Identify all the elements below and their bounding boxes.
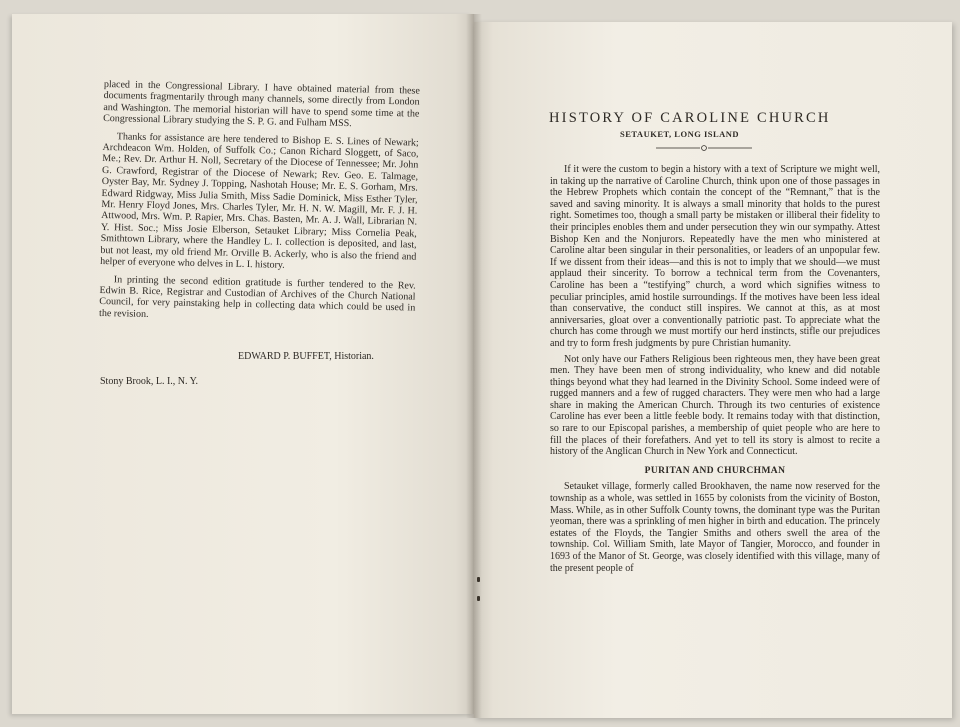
left-paragraph: In printing the second edition gratitude is further tendered to the Rev. Edwin B. Rice, Registrar and Custodian of Archives of the Church National Council, for very painstaking help in collecting data which could be used in the revision. [98, 273, 416, 320]
book-gutter [466, 14, 482, 718]
page-title: HISTORY OF CAROLINE CHURCH [549, 110, 831, 126]
right-page-body [550, 164, 880, 578]
right-paragraph: Not only have our Fathers Religious been righteous men, they have been great men. They have been men of strong individuality, who knew and did notable things beyond what they had learned in the Divinity School. Some indeed were of rugged manners and a few of rugged characters. They were men who had a large share in making the American Church. Through its two centuries of existence Caroline has ever been a little feeble body. It remains today with that distinction, so rare to our Episcopal parishes, a membership of quiet people who are here to fill the places of their forefathers. And yet to tell its story is almost to recite a history of the Anglican Church in New York and Connecticut. [550, 353, 880, 458]
right-paragraph: If it were the custom to begin a history with a text of Scripture we might well, in taking up the narrative of Caroline Church, think upon one of those passages in the Hebrew Prophets which contain the concept of the “Remnant,” that is the saved and saving minority. It is always a small minority that holds to the purest right. Sometimes too, though a small party be mistaken or illiberal their fidelity to their principles enobles them and under persecution they win our sympathy. Attest Bishop Ken and the Nonjurors. Repeatedly have the men who ministered at Caroline altar been singular in their personalities, or leaders of an unpopular few. If we dissent from their ideas—and this is not to imply that we should—we must applaud their sincerity. To borrow a technical term from the Covenanters, Caroline has been a “testifying” church, a word which signifies witness to peculiar principles, amid hostile surroundings. If the motives have been less ideal than conservative, the conduct still inspires. We cannot at this, as at most anniversaries, gloat over a conventionally patriotic past. To appreciate what the church has come through we must mortify our herd instincts, stifle our prejudices and try to form fresh judgments by pure Christian humanity. [550, 164, 880, 349]
page-subtitle: SETAUKET, LONG ISLAND [620, 129, 740, 139]
left-paragraph: Thanks for assistance are here tendered to Bishop E. S. Lines of Newark; Archdeacon Wm. Holden, of Suffolk Co.; Canon Richard Sloggett, of Saco, Me.; Rev. Dr. Arthur H. Noll, Secretary of the Diocese of Tennessee; Mr. John G. Crawford, Registrar of the Diocese of Newark; Rev. Geo. E. Talmage, Oyster Bay, Mr. Sydney J. Topping, Nashotah House; Mr. E. S. Gorham, Mrs. Edward Ridgway, Miss Julia Smith, Miss Sadie Dominick, Miss Esther Tyler, Mr. Henry Floyd Jones, Mrs. Charles Tyler, Mr. H. N. W. Magill, Mr. F. J. H. Attwood, Mrs. Wm. P. Rapier, Mrs. Chas. Basten, Mr. A. J. Wall, Librarian N. Y. Hist. Soc.; Miss Josie Elberson, Setauket Library; Miss Cornelia Peak, Smithtown Library, where the Handley L. I. collection is deposited, and last, but not least, my old friend Mr. Orville B. Ackerly, who is also the friend and helper of everyone who delves in L. I. history. [100, 130, 419, 271]
place-line: Stony Brook, L. I., N. Y. [100, 376, 199, 387]
right-paragraph: Setauket village, formerly called Brookhaven, the name now reserved for the township as a whole, was settled in 1655 by colonists from the vicinity of Boston, Mass. While, as in other Suffolk County towns, the dominant type was the Puritan yeoman, there was a sprinkling of men higher in birth and education. The princely estates of the Floyds, the Tangier Smiths and others swell the area of the township. Col. William Smith, late Mayor of Tangier, Morocco, and founder in 1693 of the Manor of St. George, was closely identified with this village, many of the present people of [550, 481, 880, 574]
left-page-body [99, 79, 420, 332]
staple-mark [477, 596, 480, 601]
left-paragraph: placed in the Congressional Library. I have obtained material from these documents fragmentarily through many channels, some directly from London and Washington. The memorial historian will have to spend some time at the Congressional Library studying the S. P. G. and Fulham MSS. [103, 79, 420, 130]
signature-line: EDWARD P. BUFFET, Historian. [238, 351, 374, 362]
section-heading: PURITAN AND CHURCHMAN [644, 465, 786, 476]
ornament-rule-icon [656, 143, 752, 153]
staple-mark [477, 577, 480, 582]
